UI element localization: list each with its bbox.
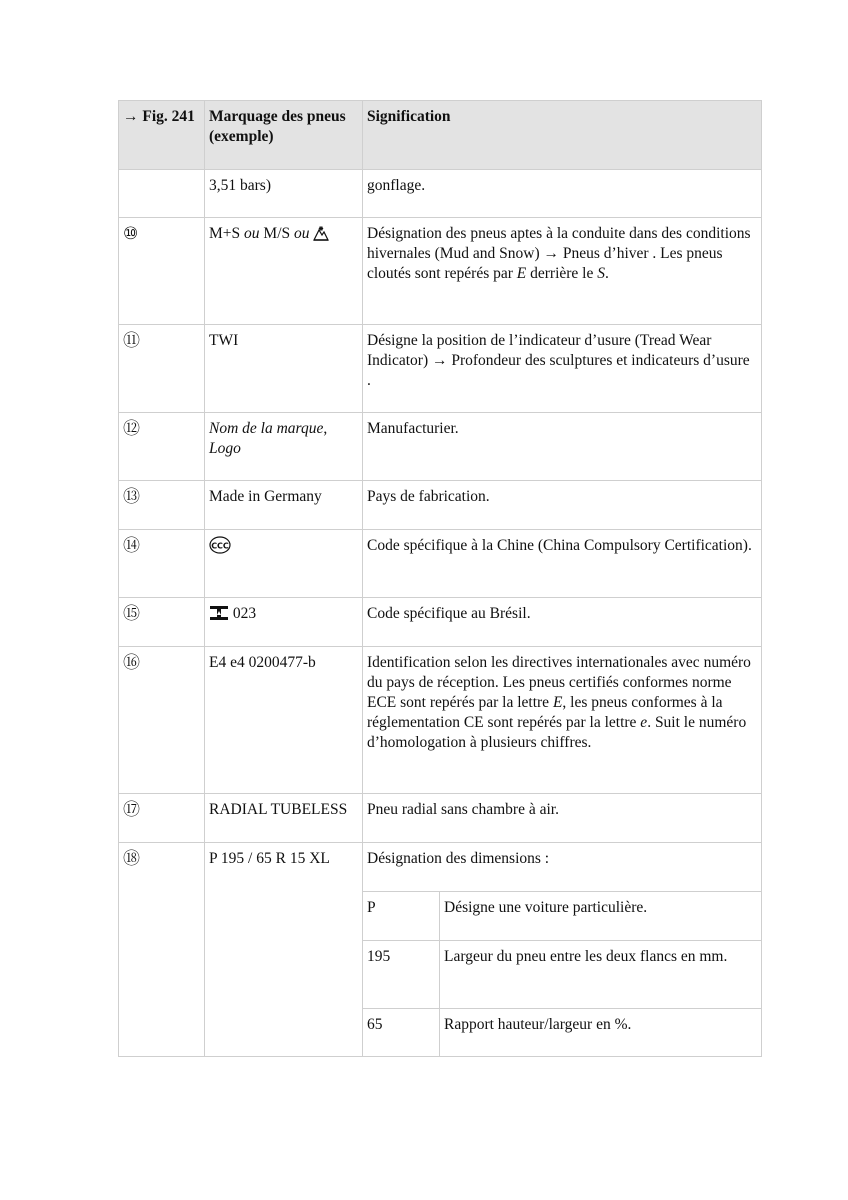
- table-row: [119, 170, 762, 218]
- table-row: [119, 598, 762, 647]
- table-row: [119, 647, 762, 794]
- row-number: ⑫: [119, 413, 205, 481]
- row-meaning: Pneu radial sans chambre à air.: [363, 794, 762, 843]
- table-header-row: [119, 101, 762, 170]
- row-marking: P 195 / 65 R 15 XL: [205, 843, 363, 1057]
- row-marking: 023: [205, 598, 363, 647]
- row-meaning: Code spécifique au Brésil.: [363, 598, 762, 647]
- row-marking: Made in Germany: [205, 481, 363, 530]
- inmetro-mark-icon: [209, 605, 229, 627]
- row-marking: [205, 530, 363, 598]
- row-number: ⑱: [119, 843, 205, 1057]
- dimension-caption: Désignation des dimensions :: [363, 843, 761, 892]
- tire-marking-table: [118, 100, 762, 1057]
- sub-text: Désigne une voiture particulière.: [440, 892, 762, 940]
- row-meaning: Identification selon les directives internationales avec numéro du pays de réception. Les pneus certifiés conformes norme ECE sont repérés par la lettre E, les pneus conformes à la réglementation CE sont repérés par la lettre e. Suit le numéro d’homologation à plusieurs chiffres.: [363, 647, 762, 794]
- row-number: ⑬: [119, 481, 205, 530]
- table-row: [119, 530, 762, 598]
- row-number: ⑭: [119, 530, 205, 598]
- row-marking: Nom de la marque, Logo: [205, 413, 363, 481]
- row-number: [119, 170, 205, 218]
- subtable-row: [363, 940, 761, 1008]
- subtable-row: [363, 1008, 761, 1056]
- row-meaning: Manufacturier.: [363, 413, 762, 481]
- row-marking: RADIAL TUBELESS: [205, 794, 363, 843]
- row-number: ⑩: [119, 218, 205, 325]
- table-row: [119, 218, 762, 325]
- table-row: [119, 325, 762, 413]
- table-row: [119, 481, 762, 530]
- row-meaning: Pays de fabrication.: [363, 481, 762, 530]
- table-row: [119, 843, 762, 1057]
- sub-code: 195: [363, 940, 440, 1008]
- header-fig: → Fig. 241: [119, 101, 205, 170]
- table-row: [119, 794, 762, 843]
- row-marking: E4 e4 0200477-b: [205, 647, 363, 794]
- ccc-mark-icon: [209, 536, 231, 560]
- row-meaning: [363, 843, 762, 1057]
- row-marking: TWI: [205, 325, 363, 413]
- dimension-subtable: [363, 892, 761, 1056]
- sub-text: Largeur du pneu entre les deux flancs en mm.: [440, 940, 762, 1008]
- subtable-row: [363, 892, 761, 940]
- sub-code: P: [363, 892, 440, 940]
- row-meaning: Code spécifique à la Chine (China Compulsory Certification).: [363, 530, 762, 598]
- row-number: ⑯: [119, 647, 205, 794]
- row-number: ⑮: [119, 598, 205, 647]
- snowflake-mountain-icon: [313, 225, 329, 247]
- row-marking: M+S ou M/S ou: [205, 218, 363, 325]
- sub-code: 65: [363, 1008, 440, 1056]
- row-meaning: gonflage.: [363, 170, 762, 218]
- row-number: ⑰: [119, 794, 205, 843]
- row-meaning: Désigne la position de l’indicateur d’usure (Tread Wear Indicator) → Profondeur des sculptures et indicateurs d’usure .: [363, 325, 762, 413]
- svg-text:CCC: CCC: [211, 541, 229, 551]
- row-meaning: Désignation des pneus aptes à la conduite dans des conditions hivernales (Mud and Snow) → Pneus d’hiver . Les pneus cloutés sont repérés par E derrière le S.: [363, 218, 762, 325]
- table-row: [119, 413, 762, 481]
- header-marking: Marquage des pneus (exemple): [205, 101, 363, 170]
- row-number: ⑪: [119, 325, 205, 413]
- row-marking: 3,51 bars): [205, 170, 363, 218]
- sub-text: Rapport hauteur/largeur en %.: [440, 1008, 762, 1056]
- header-meaning: Signification: [363, 101, 762, 170]
